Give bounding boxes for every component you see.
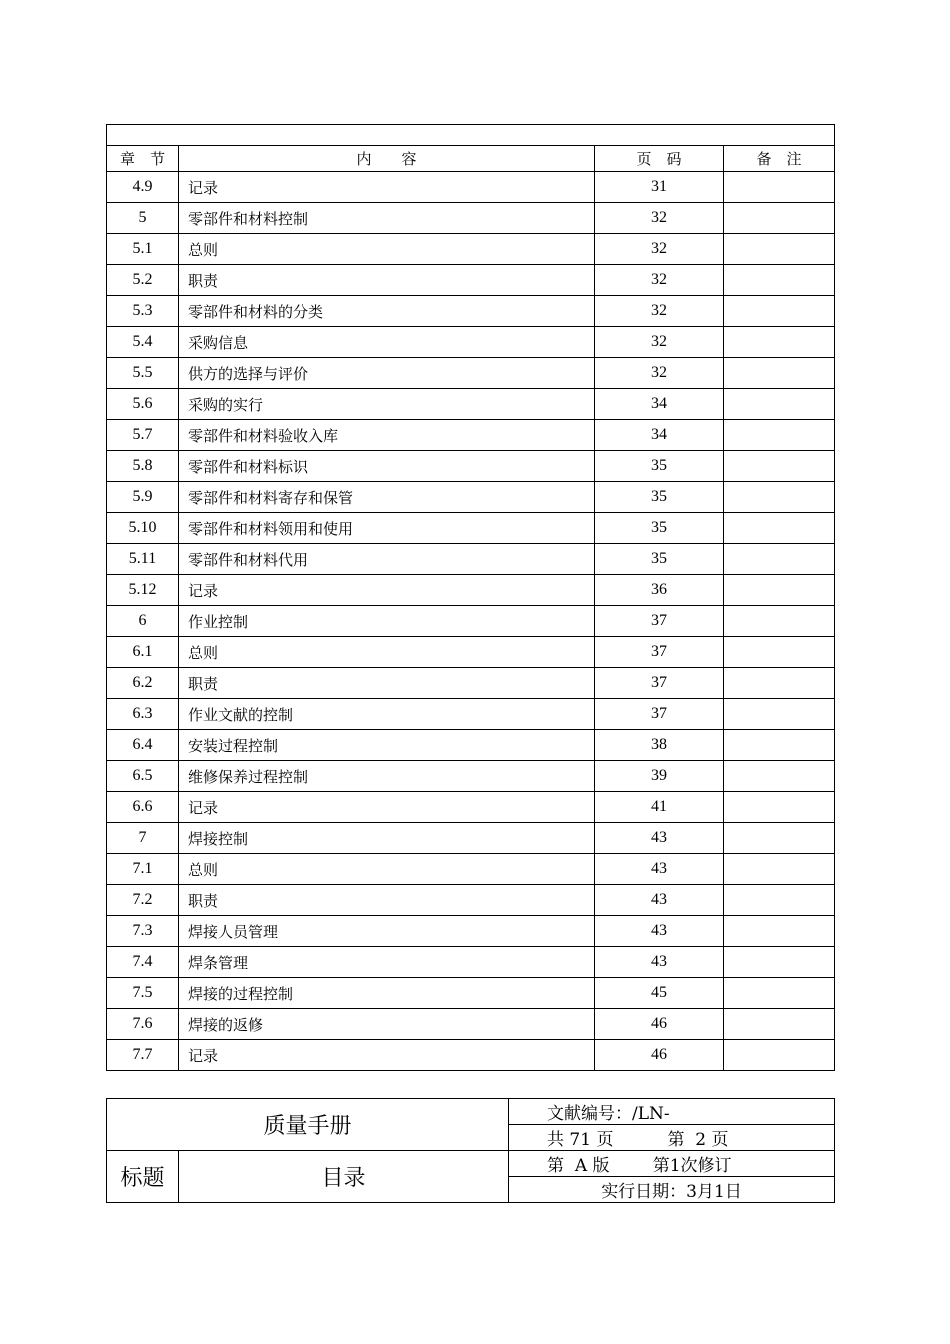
toc-page-number: 32 <box>595 296 724 327</box>
toc-row <box>107 916 835 947</box>
toc-page-number: 43 <box>595 854 724 885</box>
toc-note <box>724 885 835 916</box>
toc-section-number: 5.6 <box>107 389 179 420</box>
toc-page-number: 35 <box>595 513 724 544</box>
toc-page-number: 43 <box>595 947 724 978</box>
toc-entry-title: 零部件和材料标识 <box>179 451 595 482</box>
toc-page-number: 31 <box>595 172 724 203</box>
toc-entry-title: 焊条管理 <box>179 947 595 978</box>
toc-row <box>107 575 835 606</box>
toc-entry-title: 作业控制 <box>179 606 595 637</box>
toc-entry-title: 作业文献的控制 <box>179 699 595 730</box>
toc-page-number: 41 <box>595 792 724 823</box>
toc-row <box>107 761 835 792</box>
toc-note <box>724 978 835 1009</box>
toc-row <box>107 668 835 699</box>
toc-entry-title: 记录 <box>179 575 595 606</box>
toc-row <box>107 792 835 823</box>
toc-section-number: 6.4 <box>107 730 179 761</box>
toc-note <box>724 265 835 296</box>
toc-entry-title: 零部件和材料领用和使用 <box>179 513 595 544</box>
toc-note <box>724 544 835 575</box>
toc-page-number: 43 <box>595 916 724 947</box>
toc-page-number: 36 <box>595 575 724 606</box>
toc-row <box>107 823 835 854</box>
doc-title: 目录 <box>179 1151 509 1203</box>
toc-note <box>724 513 835 544</box>
toc-section-number: 5.10 <box>107 513 179 544</box>
toc-page-number: 46 <box>595 1040 724 1071</box>
toc-section-number: 5.2 <box>107 265 179 296</box>
toc-row <box>107 265 835 296</box>
toc-entry-title: 总则 <box>179 854 595 885</box>
toc-section-number: 7.2 <box>107 885 179 916</box>
toc-row <box>107 978 835 1009</box>
toc-entry-title: 零部件和材料控制 <box>179 203 595 234</box>
toc-entry-title: 焊接的返修 <box>179 1009 595 1040</box>
toc-page-number: 38 <box>595 730 724 761</box>
toc-page-number: 32 <box>595 358 724 389</box>
toc-page-number: 37 <box>595 699 724 730</box>
manual-title: 质量手册 <box>107 1099 509 1151</box>
effective-date: 实行日期：3月1日 <box>509 1177 835 1203</box>
toc-entry-title: 记录 <box>179 172 595 203</box>
toc-section-number: 5.9 <box>107 482 179 513</box>
toc-page-number: 34 <box>595 420 724 451</box>
toc-row <box>107 482 835 513</box>
toc-row <box>107 420 835 451</box>
toc-entry-title: 维修保养过程控制 <box>179 761 595 792</box>
toc-note <box>724 420 835 451</box>
toc-note <box>724 1009 835 1040</box>
toc-row <box>107 854 835 885</box>
toc-note <box>724 1040 835 1071</box>
toc-section-number: 5.12 <box>107 575 179 606</box>
toc-note <box>724 916 835 947</box>
toc-section-number: 6 <box>107 606 179 637</box>
toc-section-number: 6.2 <box>107 668 179 699</box>
toc-entry-title: 记录 <box>179 792 595 823</box>
toc-row <box>107 172 835 203</box>
doc-number: 文献编号：/LN- <box>509 1099 835 1125</box>
toc-note <box>724 296 835 327</box>
toc-entry-title: 零部件和材料寄存和保管 <box>179 482 595 513</box>
toc-page-number: 46 <box>595 1009 724 1040</box>
toc-section-number: 5.3 <box>107 296 179 327</box>
toc-row <box>107 885 835 916</box>
toc-page-number: 43 <box>595 823 724 854</box>
toc-note <box>724 823 835 854</box>
toc-section-number: 7.6 <box>107 1009 179 1040</box>
toc-body <box>107 125 835 1071</box>
toc-note <box>724 327 835 358</box>
toc-page-number: 37 <box>595 606 724 637</box>
toc-table <box>106 124 835 1071</box>
document-footer <box>106 1098 835 1203</box>
toc-note <box>724 637 835 668</box>
toc-note <box>724 234 835 265</box>
toc-row <box>107 637 835 668</box>
toc-page-number: 37 <box>595 668 724 699</box>
toc-entry-title: 采购信息 <box>179 327 595 358</box>
toc-section-number: 5.5 <box>107 358 179 389</box>
toc-row <box>107 1040 835 1071</box>
toc-section-number: 7.4 <box>107 947 179 978</box>
toc-page-number: 32 <box>595 203 724 234</box>
toc-section-number: 6.5 <box>107 761 179 792</box>
toc-section-number: 7.5 <box>107 978 179 1009</box>
toc-page-number: 32 <box>595 234 724 265</box>
toc-section-number: 7 <box>107 823 179 854</box>
toc-page-number: 37 <box>595 637 724 668</box>
toc-entry-title: 总则 <box>179 234 595 265</box>
toc-note <box>724 668 835 699</box>
header-note: 备 注 <box>724 146 835 172</box>
toc-section-number: 7.3 <box>107 916 179 947</box>
toc-blank-cell <box>107 125 835 146</box>
toc-section-number: 5.4 <box>107 327 179 358</box>
toc-note <box>724 730 835 761</box>
toc-row <box>107 296 835 327</box>
toc-note <box>724 699 835 730</box>
toc-note <box>724 947 835 978</box>
toc-entry-title: 职责 <box>179 885 595 916</box>
toc-note <box>724 854 835 885</box>
toc-entry-title: 记录 <box>179 1040 595 1071</box>
toc-entry-title: 总则 <box>179 637 595 668</box>
toc-section-number: 6.6 <box>107 792 179 823</box>
toc-row <box>107 513 835 544</box>
page-count: 共 71 页 第 2 页 <box>509 1125 835 1151</box>
toc-page-number: 35 <box>595 544 724 575</box>
header-content: 内 容 <box>179 146 595 172</box>
toc-row <box>107 389 835 420</box>
toc-section-number: 5.8 <box>107 451 179 482</box>
toc-row <box>107 327 835 358</box>
version-info: 第 A 版 第1次修订 <box>509 1151 835 1177</box>
toc-entry-title: 焊接人员管理 <box>179 916 595 947</box>
toc-blank-row <box>107 125 835 146</box>
toc-section-number: 6.1 <box>107 637 179 668</box>
toc-row <box>107 730 835 761</box>
toc-row <box>107 234 835 265</box>
toc-note <box>724 606 835 637</box>
toc-section-number: 5.11 <box>107 544 179 575</box>
toc-entry-title: 焊接控制 <box>179 823 595 854</box>
toc-header-row <box>107 146 835 172</box>
toc-row <box>107 358 835 389</box>
toc-note <box>724 792 835 823</box>
toc-page-number: 43 <box>595 885 724 916</box>
toc-note <box>724 172 835 203</box>
toc-note <box>724 451 835 482</box>
toc-section-number: 6.3 <box>107 699 179 730</box>
toc-entry-title: 职责 <box>179 668 595 699</box>
toc-note <box>724 358 835 389</box>
toc-entry-title: 采购的实行 <box>179 389 595 420</box>
toc-section-number: 5.7 <box>107 420 179 451</box>
toc-page-number: 34 <box>595 389 724 420</box>
toc-section-number: 7.7 <box>107 1040 179 1071</box>
toc-page-number: 39 <box>595 761 724 792</box>
toc-row <box>107 203 835 234</box>
toc-page-number: 45 <box>595 978 724 1009</box>
toc-page-number: 32 <box>595 265 724 296</box>
toc-entry-title: 供方的选择与评价 <box>179 358 595 389</box>
toc-row <box>107 451 835 482</box>
toc-entry-title: 零部件和材料验收入库 <box>179 420 595 451</box>
header-page: 页 码 <box>595 146 724 172</box>
toc-entry-title: 焊接的过程控制 <box>179 978 595 1009</box>
toc-page-number: 35 <box>595 482 724 513</box>
toc-note <box>724 575 835 606</box>
toc-note <box>724 203 835 234</box>
toc-row <box>107 606 835 637</box>
toc-note <box>724 482 835 513</box>
toc-note <box>724 761 835 792</box>
toc-row <box>107 947 835 978</box>
toc-section-number: 5 <box>107 203 179 234</box>
toc-page-number: 32 <box>595 327 724 358</box>
toc-note <box>724 389 835 420</box>
toc-row <box>107 1009 835 1040</box>
header-section: 章 节 <box>107 146 179 172</box>
toc-section-number: 7.1 <box>107 854 179 885</box>
toc-entry-title: 安装过程控制 <box>179 730 595 761</box>
toc-entry-title: 零部件和材料的分类 <box>179 296 595 327</box>
toc-section-number: 5.1 <box>107 234 179 265</box>
toc-page-number: 35 <box>595 451 724 482</box>
toc-section-number: 4.9 <box>107 172 179 203</box>
toc-entry-title: 职责 <box>179 265 595 296</box>
toc-entry-title: 零部件和材料代用 <box>179 544 595 575</box>
label-title: 标题 <box>107 1151 179 1203</box>
toc-row <box>107 699 835 730</box>
toc-row <box>107 544 835 575</box>
